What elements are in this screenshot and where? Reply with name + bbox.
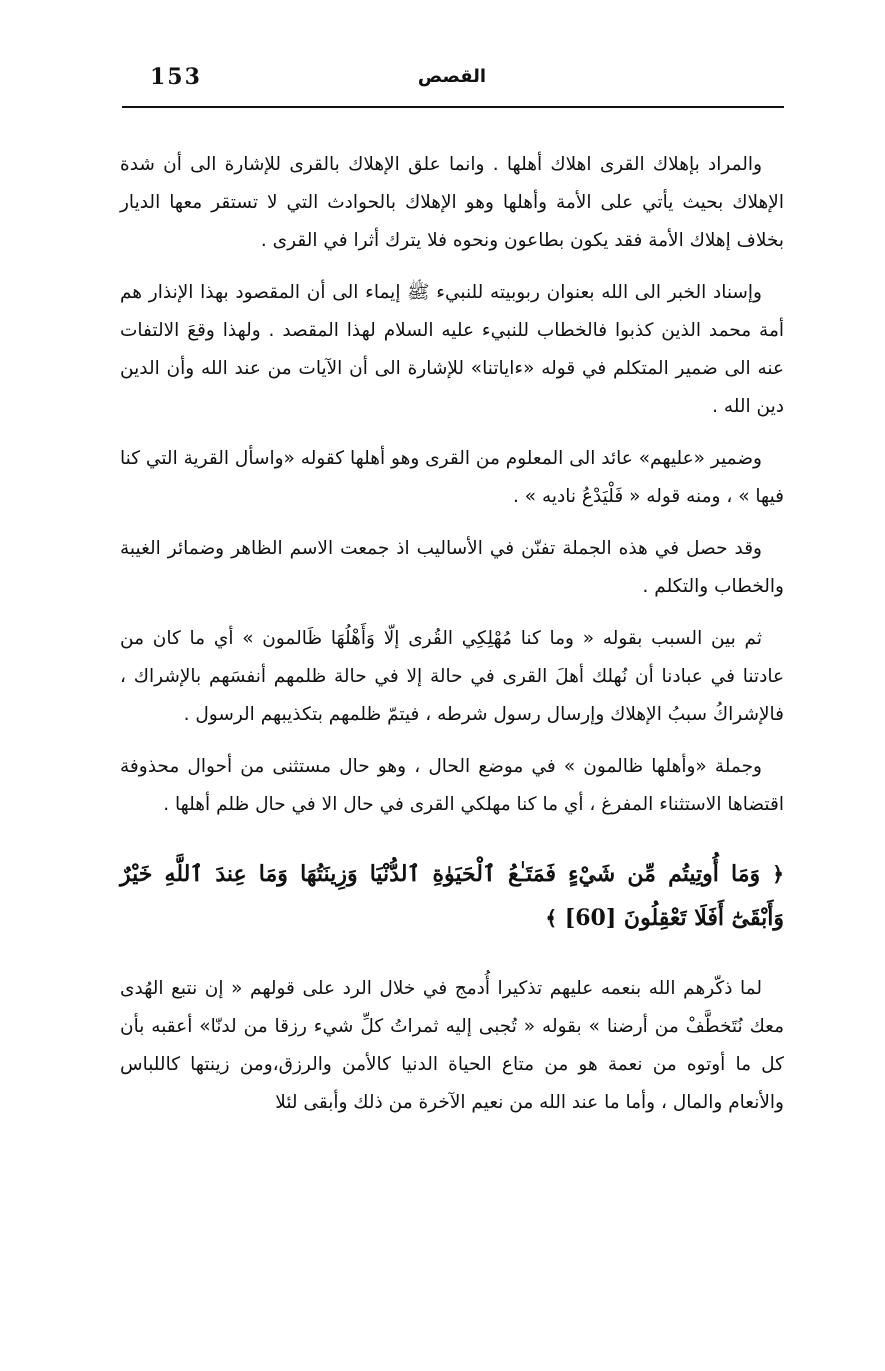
running-title: القصص [417,66,487,87]
page-body [120,146,784,1136]
verse-text: وَمَا أُوتِيتُم مِّن شَيْءٍ فَمَتَـٰعُ ٱلْحَيَوٰةِ ٱلدُّنْيَا وَزِينَتُهَا وَمَا عِندَ ٱللَّهِ خَيْرٌ وَأَبْقَىٰٓ أَفَلَا تَعْقِلُونَ [120,861,784,931]
verse-number: [60] [564,905,617,931]
header-divider [122,106,784,108]
paragraph-5: ثم بين السبب بقوله « وما كنا مُهْلِكِي القُرى إلّا وَأَهْلُهَا ظَالمون » أي ما كان من عادتنا في عبادنا أن نُهلك أهلَ القرى في حالة إلا في حالة ظلمهم أنفسَهم بالإشراك ، فالإشراكُ سببُ الإهلاك وإرسال رسول شرطه ، فيتمّ ظلمهم بتكذيبهم الرسول . [120,628,784,725]
paragraph-3: وضمير «عليهم» عائد الى المعلوم من القرى وهو أهلها كقوله «واسأل القرية التي كنا فيها » ، ومنه قوله « فَلْيَدْعُ ناديه » . [120,448,784,507]
quran-verse [120,852,784,940]
paragraph-1: والمراد بإهلاك القرى اهلاك أهلها . وانما علق الإهلاك بالقرى للإشارة الى أن شدة الإهلاك بحيث يأتي على الأمة وأهلها وهو الإهلاك بالحوادث التي لا تستقر معها الديار بخلاف إهلاك الأمة فقد يكون بطاعون ونحوه فلا يترك أثرا في القرى . [120,154,784,251]
paragraph-2: وإسناد الخبر الى الله بعنوان ربوبيته للنبيء ﷺ إيماء الى أن المقصود بهذا الإنذار هم أمة محمد الذين كذبوا فالخطاب للنبيء عليه السلام لهذا المقصد . ولهذا وقعَ الالتفات عنه الى ضمير المتكلم في قوله «ءاياتنا» للإشارة الى أن الآيات من عند الله وأن الدين دين الله . [120,282,784,417]
verse-close-bracket: ﴾ [545,906,558,930]
paragraph-6: وجملة «وأهلها ظالمون » في موضع الحال ، وهو حال مستثنى من أحوال محذوفة اقتضاها الاستثناء المفرغ ، أي ما كنا مهلكي القرى في حال الا في حال ظلم أهلها . [120,756,784,815]
page-header [122,60,784,104]
page-number: 153 [150,64,202,90]
verse-open-bracket: ﴿ [772,862,784,886]
paragraph-4: وقد حصل في هذه الجملة تفنّن في الأساليب اذ جمعت الاسم الظاهر وضمائر الغيبة والخطاب والتكلم . [120,538,784,597]
closing-paragraph: لما ذكّرهم الله بنعمه عليهم تذكيرا أُدمج في خلال الرد على قولهم « إن نتبع الهُدى معك نُتَخطَّفْ من أرضنا » بقوله « تُجبى إليه ثمراتُ كلِّ شيء رزقا من لدنّا» أعقبه بأن كل ما أوتوه من نعمة هو من متاع الحياة الدنيا كالأمن والرزق،ومن زينتها كاللباس والأنعام والمال ، وأما ما عند الله من نعيم الآخرة من ذلك وأبقى لئلا [120,978,784,1113]
